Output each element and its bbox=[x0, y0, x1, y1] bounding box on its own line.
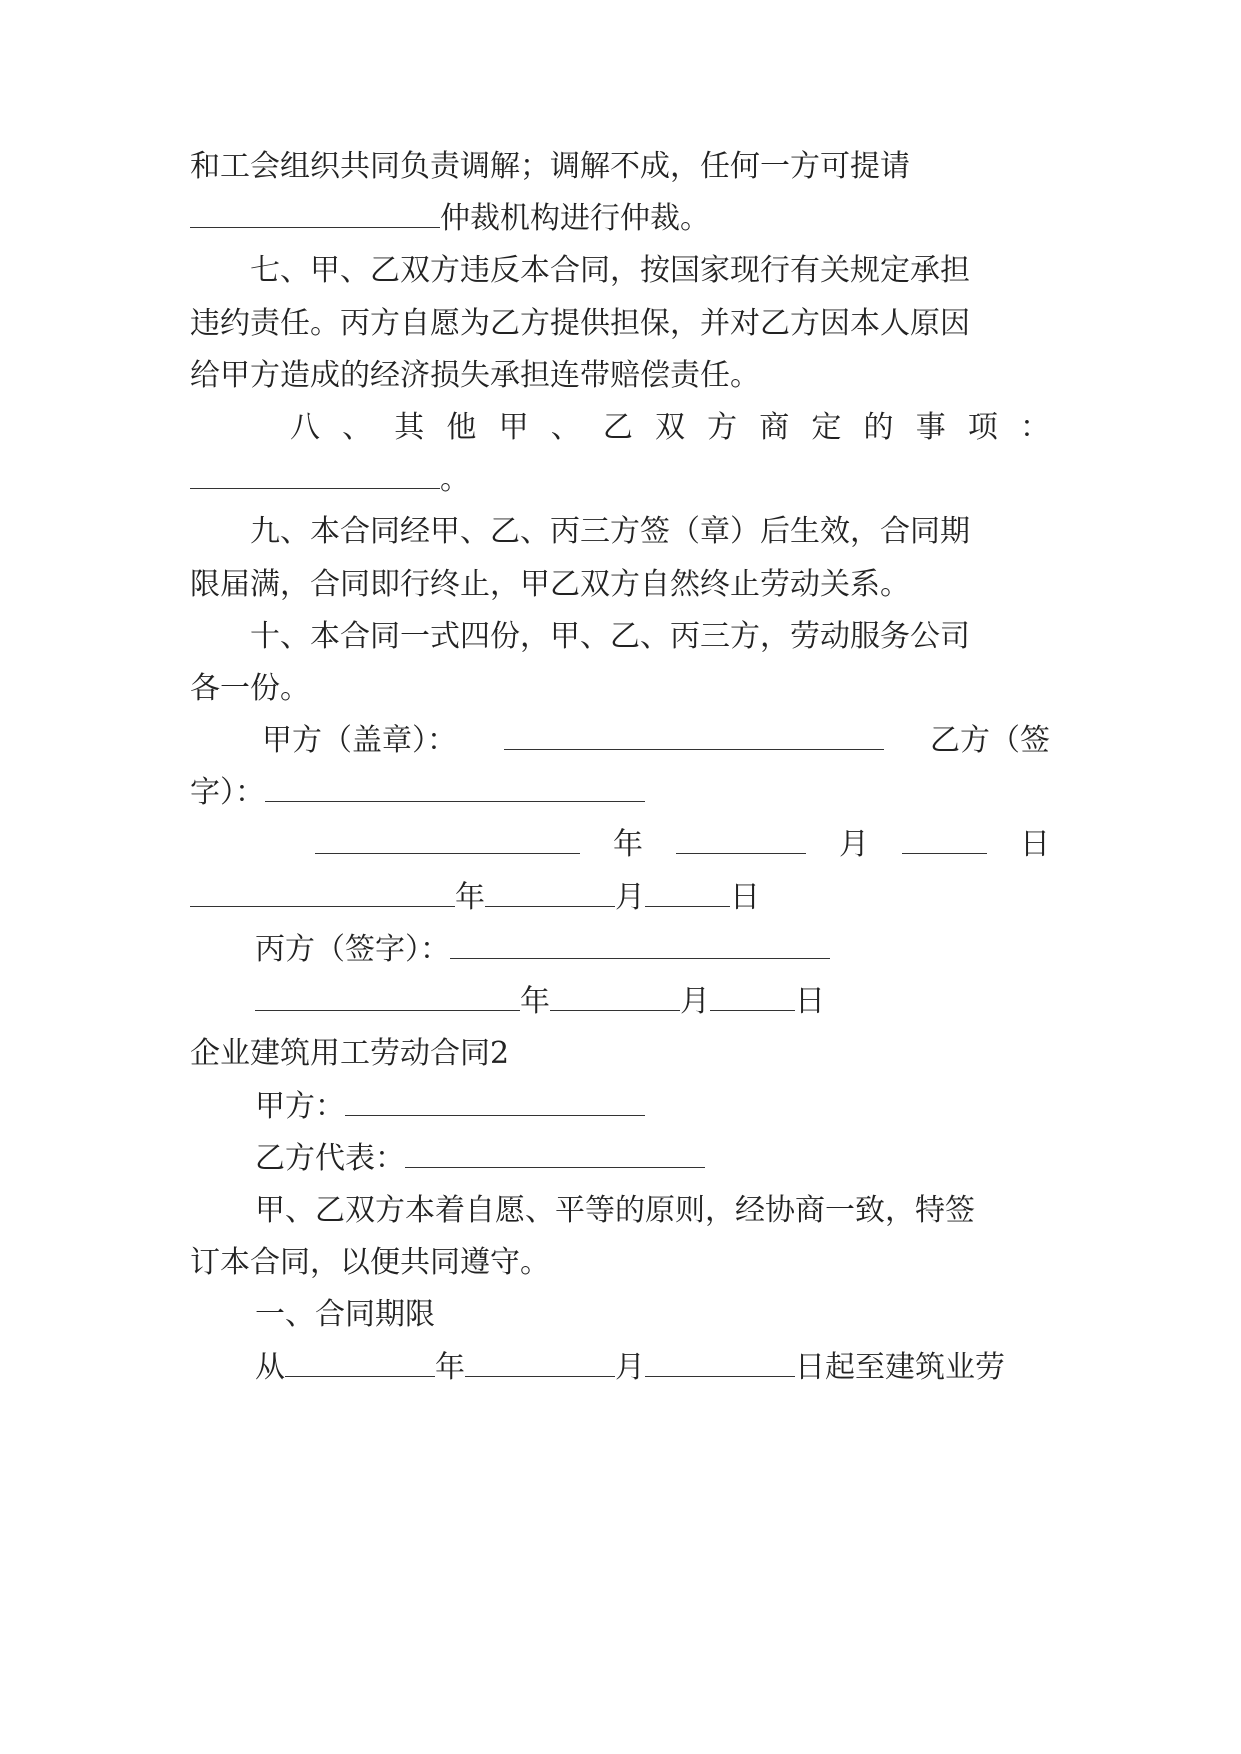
year-field[interactable] bbox=[315, 823, 580, 854]
spread-line bbox=[290, 406, 1050, 450]
text: 日起至建筑业劳 bbox=[795, 1350, 1005, 1385]
paragraph-line bbox=[250, 615, 1050, 659]
paragraph-line bbox=[250, 249, 1050, 293]
month-label: 月 bbox=[615, 880, 645, 915]
day-label: 日 bbox=[730, 880, 760, 915]
char: 方 bbox=[707, 410, 738, 445]
char: 项 bbox=[967, 410, 998, 445]
paragraph-line bbox=[190, 354, 1050, 398]
blank-field[interactable] bbox=[190, 458, 440, 489]
paragraph-line bbox=[190, 1241, 1050, 1285]
day-label: 日 bbox=[1020, 827, 1050, 862]
text: 和工会组织共同负责调解；调解不成，任何一方可提请 bbox=[190, 149, 910, 184]
char: 、 bbox=[550, 410, 581, 445]
char: 的 bbox=[863, 410, 894, 445]
text: 九、本合同经甲、乙、丙三方签（章）后生效，合同期 bbox=[250, 514, 970, 549]
party-c-label: 丙方（签字）： bbox=[255, 932, 450, 967]
date-line bbox=[255, 980, 1115, 1024]
char: ： bbox=[1019, 410, 1050, 445]
text: 仲裁机构进行仲裁。 bbox=[440, 201, 710, 236]
char: 商 bbox=[759, 410, 790, 445]
char: 乙 bbox=[602, 410, 633, 445]
section-title bbox=[190, 1032, 1050, 1076]
day-field[interactable] bbox=[645, 1346, 795, 1377]
text: 各一份。 bbox=[190, 671, 310, 706]
year-field[interactable] bbox=[190, 876, 455, 907]
paragraph-line bbox=[190, 145, 1050, 189]
paragraph-line bbox=[255, 1189, 1050, 1233]
text: 。 bbox=[440, 462, 470, 497]
party-line bbox=[255, 1085, 1115, 1129]
text: 甲、乙双方本着自愿、平等的原则，经协商一致，特签 bbox=[255, 1193, 975, 1228]
party-b-rep-label: 乙方代表： bbox=[255, 1141, 405, 1176]
day-field[interactable] bbox=[710, 980, 795, 1011]
year-label: 年 bbox=[455, 880, 485, 915]
month-label: 月 bbox=[615, 1350, 645, 1385]
signature-line bbox=[190, 771, 1050, 815]
paragraph-line bbox=[190, 197, 1050, 241]
paragraph-line bbox=[190, 563, 1050, 607]
year-label: 年 bbox=[520, 984, 550, 1019]
signature-line bbox=[255, 928, 1115, 972]
paragraph-line bbox=[190, 458, 1050, 502]
text: 十、本合同一式四份，甲、乙、丙三方，劳动服务公司 bbox=[250, 619, 970, 654]
party-b-label: 乙方（签 bbox=[930, 723, 1050, 758]
party-c-sign-field[interactable] bbox=[450, 928, 830, 959]
char: 八 bbox=[290, 410, 320, 445]
char: 他 bbox=[446, 410, 477, 445]
party-line bbox=[255, 1137, 1115, 1181]
year-field[interactable] bbox=[255, 980, 520, 1011]
month-field[interactable] bbox=[550, 980, 680, 1011]
party-b-sign-field[interactable] bbox=[265, 771, 645, 802]
char: 事 bbox=[915, 410, 946, 445]
text: 从 bbox=[255, 1350, 285, 1385]
day-field[interactable] bbox=[902, 823, 987, 854]
date-line bbox=[315, 823, 1050, 867]
heading-text: 一、合同期限 bbox=[255, 1297, 435, 1332]
month-field[interactable] bbox=[465, 1346, 615, 1377]
paragraph-line bbox=[190, 302, 1050, 346]
blank-field[interactable] bbox=[190, 197, 440, 228]
char: 定 bbox=[811, 410, 842, 445]
section-heading bbox=[255, 1293, 1115, 1337]
day-label: 日 bbox=[795, 984, 825, 1019]
title-text: 企业建筑用工劳动合同2 bbox=[190, 1036, 510, 1071]
text: 限届满，合同即行终止，甲乙双方自然终止劳动关系。 bbox=[190, 567, 910, 602]
party-b-label-cont: 字）： bbox=[190, 775, 265, 810]
month-label: 月 bbox=[680, 984, 710, 1019]
char: 、 bbox=[342, 410, 373, 445]
char: 甲 bbox=[498, 410, 529, 445]
year-label: 年 bbox=[435, 1350, 465, 1385]
party-a-label: 甲方（盖章）： bbox=[262, 723, 457, 758]
text: 违约责任。丙方自愿为乙方提供担保，并对乙方因本人原因 bbox=[190, 306, 970, 341]
month-field[interactable] bbox=[676, 823, 806, 854]
party-a-label: 甲方： bbox=[255, 1089, 345, 1124]
text: 七、甲、乙双方违反本合同，按国家现行有关规定承担 bbox=[250, 253, 970, 288]
date-line bbox=[190, 876, 1050, 920]
month-label: 月 bbox=[839, 827, 869, 862]
char: 双 bbox=[654, 410, 685, 445]
party-a-seal-field[interactable] bbox=[504, 719, 884, 750]
year-field[interactable] bbox=[285, 1346, 435, 1377]
day-field[interactable] bbox=[645, 876, 730, 907]
party-b-rep-field[interactable] bbox=[405, 1137, 705, 1168]
text: 给甲方造成的经济损失承担连带赔偿责任。 bbox=[190, 358, 760, 393]
year-label: 年 bbox=[613, 827, 643, 862]
char: 其 bbox=[394, 410, 425, 445]
signature-line bbox=[262, 719, 1050, 763]
month-field[interactable] bbox=[485, 876, 615, 907]
party-a-field[interactable] bbox=[345, 1085, 645, 1116]
paragraph-line bbox=[255, 1346, 1115, 1390]
text: 订本合同，以便共同遵守。 bbox=[190, 1245, 550, 1280]
paragraph-line bbox=[190, 667, 1050, 711]
paragraph-line bbox=[250, 510, 1050, 554]
